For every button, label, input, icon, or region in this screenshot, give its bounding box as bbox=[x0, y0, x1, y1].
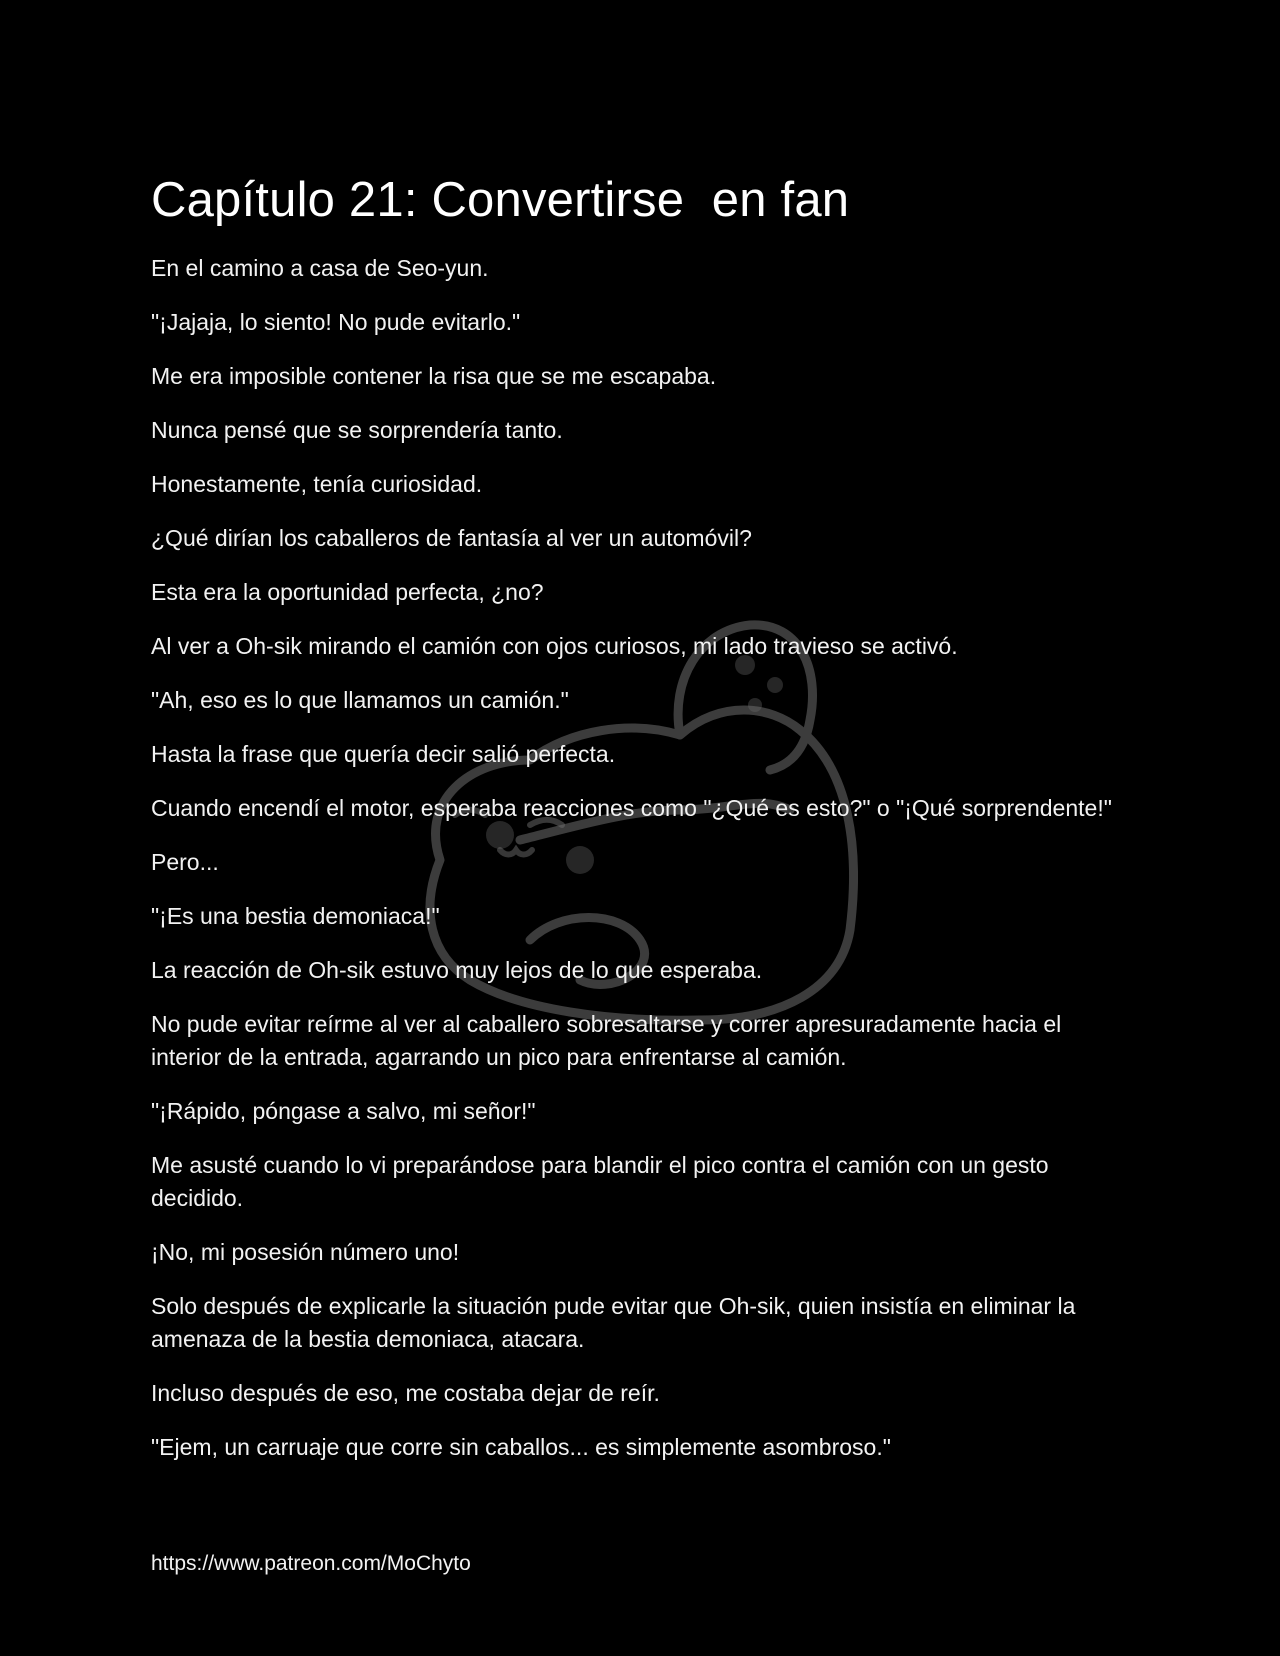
paragraph: Me era imposible contener la risa que se me escapaba. bbox=[151, 363, 717, 389]
paragraph: Pero... bbox=[151, 849, 219, 875]
paragraph: Incluso después de eso, me costaba dejar de reír. bbox=[151, 1380, 660, 1406]
chapter-content bbox=[151, 168, 1131, 1485]
paragraph: "¡Rápido, póngase a salvo, mi señor!" bbox=[151, 1098, 536, 1124]
paragraph: La reacción de Oh-sik estuvo muy lejos de lo que esperaba. bbox=[151, 957, 763, 983]
paragraph: Honestamente, tenía curiosidad. bbox=[151, 471, 483, 497]
paragraph: Hasta la frase que quería decir salió perfecta. bbox=[151, 741, 616, 767]
paragraph: Me asusté cuando lo vi preparándose para blandir el pico contra el camión con un gesto decidido. bbox=[151, 1152, 1049, 1211]
paragraph: Cuando encendí el motor, esperaba reacciones como "¿Qué es esto?" o "¡Qué sorprendente!" bbox=[151, 795, 1112, 821]
paragraph: Esta era la oportunidad perfecta, ¿no? bbox=[151, 579, 544, 605]
paragraph: "¡Jajaja, lo siento! No pude evitarlo." bbox=[151, 309, 521, 335]
paragraph: ¡No, mi posesión número uno! bbox=[151, 1239, 460, 1265]
paragraph: Al ver a Oh-sik mirando el camión con ojos curiosos, mi lado travieso se activó. bbox=[151, 633, 958, 659]
paragraph: "¡Es una bestia demoniaca!" bbox=[151, 903, 440, 929]
paragraph: Nunca pensé que se sorprendería tanto. bbox=[151, 417, 563, 443]
paragraph: Solo después de explicarle la situación pude evitar que Oh-sik, quien insistía en eliminar la amenaza de la bestia demoniaca, atacara. bbox=[151, 1293, 1076, 1352]
patreon-link[interactable]: https://www.patreon.com/MoChyto bbox=[151, 1552, 471, 1575]
chapter-title: Capítulo 21: Convertirse en fan bbox=[151, 173, 850, 227]
paragraph: ¿Qué dirían los caballeros de fantasía al ver un automóvil? bbox=[151, 525, 752, 551]
paragraph: En el camino a casa de Seo-yun. bbox=[151, 255, 489, 281]
paragraph: No pude evitar reírme al ver al caballero sobresaltarse y correr apresuradamente hacia el interior de la entrada, agarrando un pico para enfrentarse al camión. bbox=[151, 1011, 1062, 1070]
paragraph: "Ejem, un carruaje que corre sin caballos... es simplemente asombroso." bbox=[151, 1434, 891, 1460]
paragraph: "Ah, eso es lo que llamamos un camión." bbox=[151, 687, 569, 713]
